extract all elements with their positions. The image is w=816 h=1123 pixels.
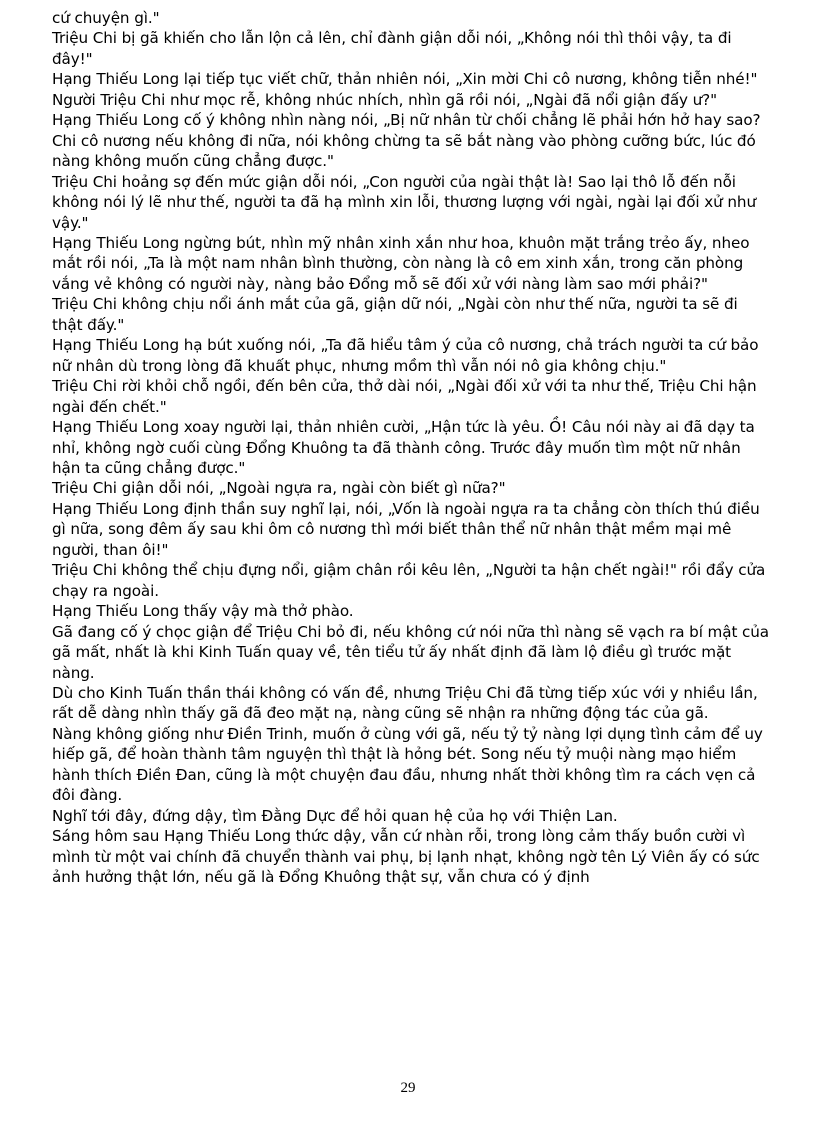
paragraph: Hạng Thiếu Long cố ý không nhìn nàng nói, „Bị nữ nhân từ chối chẳng lẽ phải hớn hở hay sao? Chi cô nương nếu không đi nữa, nói không chừng ta sẽ bắt nàng vào phòng cưỡng bức, lúc đó nàng không muốn cũng chẳng được." [52,111,761,171]
paragraph: Hạng Thiếu Long hạ bút xuống nói, „Ta đã hiểu tâm ý của cô nương, chả trách người ta cứ bảo nữ nhân dù trong lòng đã khuất phục, nhưng mồm thì vẫn nói nô gia không chịu." [52,336,759,375]
paragraph: Dù cho Kinh Tuấn thần thái không có vấn đề, nhưng Triệu Chi đã từng tiếp xúc với y nhiều lần, rất dễ dàng nhìn thấy gã đã đeo mặt nạ, nàng cũng sẽ nhận ra những động tác của gã. [52,683,758,723]
paragraph: Triệu Chi không chịu nổi ánh mắt của gã, giận dữ nói, „Ngài còn như thế nữa, người ta sẽ đi thật đấy." [52,295,738,334]
paragraph: Triệu Chi bị gã khiến cho lẫn lộn cả lên, chỉ đành giận dỗi nói, „Không nói thì thôi vậy, ta đi đây!" [52,29,732,68]
body-text [52,8,772,887]
paragraph: Hạng Thiếu Long ngừng bút, nhìn mỹ nhân xinh xắn như hoa, khuôn mặt trắng trẻo ấy, nheo mắt rồi nói, „Ta là một nam nhân bình thường, còn nàng là cô em xinh xắn, trong căn phòng vắng vẻ không có người này, nàng bảo Đổng mỗ sẽ đối xử với nàng làm sao mới phải?" [52,233,750,293]
paragraph: Triệu Chi hoảng sợ đến mức giận dỗi nói, „Con người của ngài thật là! Sao lại thô lỗ đến nỗi không nói lý lẽ như thế, người ta đã hạ mình xin lỗi, thương lượng với ngài, ngài lại đối xử như vậy." [52,172,756,232]
paragraph: Hạng Thiếu Long xoay người lại, thản nhiên cười, „Hận tức là yêu. Ồ! Câu nói này ai đã dạy ta nhỉ, không ngờ cuối cùng Đổng Khuông ta đã thành công. Trước đây muốn tìm một nữ nhân hận ta cũng chẳng được." [52,418,755,477]
paragraph: Triệu Chi không thể chịu đựng nổi, giậm chân rồi kêu lên, „Người ta hận chết ngài!" rồi đẩy cửa chạy ra ngoài. [52,561,766,600]
paragraph: Triệu Chi giận dỗi nói, „Ngoài ngựa ra, ngài còn biết gì nữa?" [52,479,506,498]
paragraph: Triệu Chi rời khỏi chỗ ngồi, đến bên cửa, thở dài nói, „Ngài đối xử với ta như thế, Triệu Chi hận ngài đến chết." [52,377,757,416]
paragraph: Nghĩ tới đây, đứng dậy, tìm Đằng Dực để hỏi quan hệ của họ với Thiện Lan. [52,806,618,825]
paragraph: Gã đang cố ý chọc giận để Triệu Chi bỏ đi, nếu không cứ nói nữa thì nàng sẽ vạch ra bí mật của gã mất, nhất là khi Kinh Tuấn quay về, tên tiểu tử ấy nhất định đã làm lộ điều gì trước mặt nàng. [52,622,770,682]
paragraph: Hạng Thiếu Long thấy vậy mà thở phào. [52,602,354,621]
paragraph: Nàng không giống như Điền Trinh, muốn ở cùng với gã, nếu tỷ tỷ nàng lợi dụng tình cảm để uy hiếp gã, để hoàn thành tâm nguyện thì thật là hỏng bét. Song nếu tỷ muội nàng mạo hiểm hành thích Điền Đan, cũng là một chuyện đau đầu, nhưng nhất thời không tìm ra cách vẹn cả đôi đàng. [52,724,763,805]
paragraph: Hạng Thiếu Long định thần suy nghĩ lại, nói, „Vốn là ngoài ngựa ra ta chẳng còn thích thú điều gì nữa, song đêm ấy sau khi ôm cô nương thì mới biết thân thể nữ nhân thật mềm mại mê người, than ôi!" [52,499,760,559]
page-number: 29 [400,1080,416,1096]
paragraph: Người Triệu Chi như mọc rễ, không nhúc nhích, nhìn gã rồi nói, „Ngài đã nổi giận đấy ư?" [52,90,718,109]
paragraph: Sáng hôm sau Hạng Thiếu Long thức dậy, vẫn cứ nhàn rỗi, trong lòng cảm thấy buồn cười vì mình từ một vai chính đã chuyển thành vai phụ, bị lạnh nhạt, không ngờ tên Lý Viên ấy có sức ảnh hưởng thật lớn, nếu gã là Đổng Khuông thật sự, vẫn chưa có ý định [52,827,760,887]
paragraph: Hạng Thiếu Long lại tiếp tục viết chữ, thản nhiên nói, „Xin mời Chi cô nương, không tiễn nhé!" [52,70,758,89]
paragraph: cứ chuyện gì." [52,9,160,27]
